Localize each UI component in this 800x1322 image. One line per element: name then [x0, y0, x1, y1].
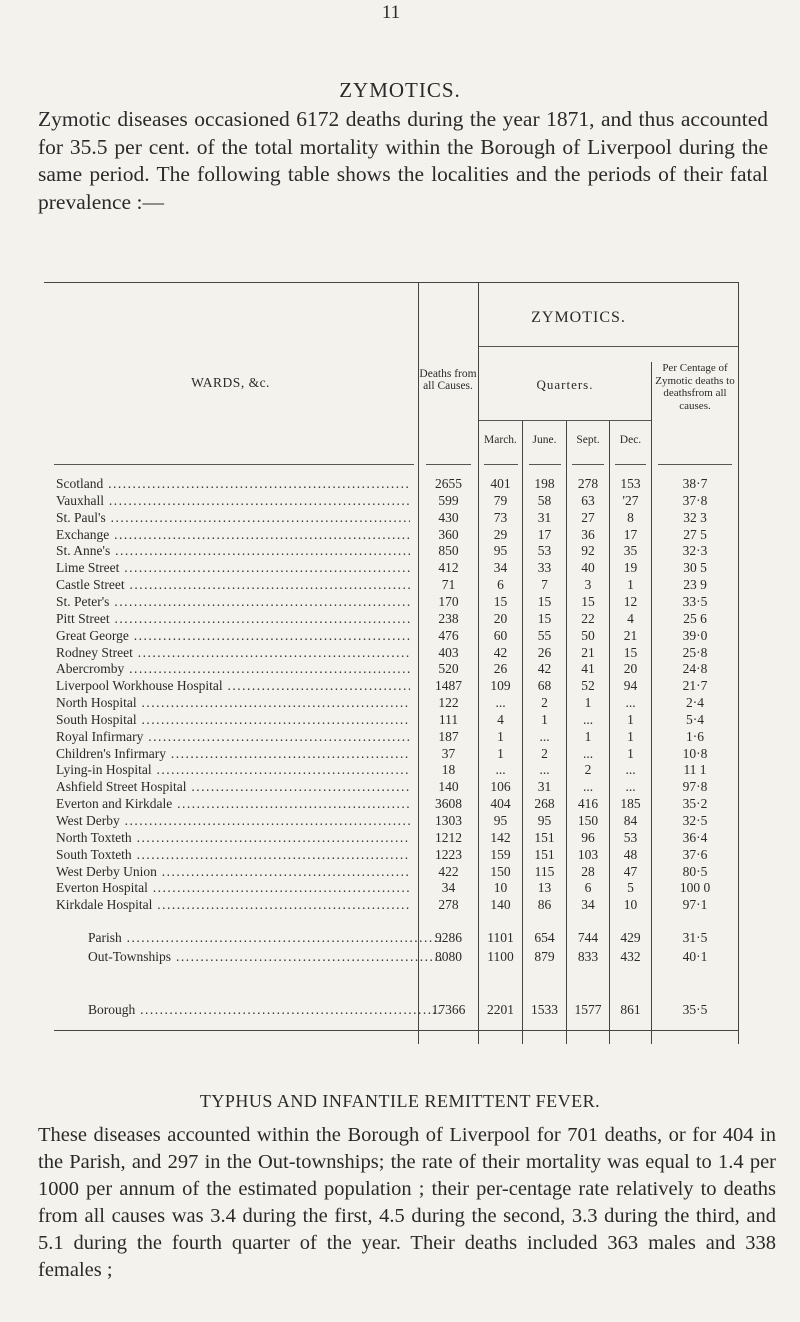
sept-cell: 27	[581, 509, 595, 525]
deaths-cell: 8080	[435, 949, 462, 964]
sept-cell: 50	[581, 627, 595, 643]
deaths-cell: 71	[441, 577, 456, 593]
deaths-cell: 2655	[435, 476, 462, 491]
page-title: ZYMOTICS.	[339, 78, 461, 102]
dec-cell: 20	[623, 661, 638, 677]
ward-name: Lime Street .....	[56, 559, 410, 576]
deaths-cell: 403	[438, 644, 459, 660]
percentage-cell: 38·7	[682, 476, 708, 491]
ward-name: West Derby .....	[56, 812, 410, 829]
table-row	[44, 761, 738, 778]
dec-cell: 17	[623, 526, 638, 542]
june-cell: 31	[537, 779, 552, 795]
sept-cell: 150	[577, 813, 599, 828]
june-cell: 17	[537, 526, 552, 542]
sept-cell: 416	[577, 796, 599, 812]
dec-cell: 1	[627, 728, 634, 744]
dec-cell: 153	[620, 476, 641, 491]
june-cell: 268	[534, 796, 555, 812]
march-cell: 15	[493, 593, 508, 609]
march-cell: 6	[497, 577, 504, 593]
march-cell: 73	[493, 509, 508, 525]
ward-name: Out-Townships .....	[88, 948, 442, 965]
table-row	[44, 778, 738, 795]
header-sept: Sept.	[576, 434, 600, 446]
sept-cell: 40	[581, 560, 595, 576]
ward-name: Lying-in Hospital .....	[56, 761, 410, 778]
june-cell: 68	[537, 678, 552, 694]
header-june: June.	[532, 434, 557, 446]
june-cell: 42	[537, 661, 552, 677]
sept-cell: 63	[581, 492, 595, 508]
deaths-cell: 187	[438, 728, 459, 744]
march-cell: ...	[495, 762, 506, 778]
table-row	[44, 745, 738, 762]
dec-cell: 94	[623, 678, 638, 694]
june-cell: 1533	[531, 1002, 558, 1017]
sept-cell: 52	[581, 678, 595, 694]
ward-name: St. Peter's .....	[56, 593, 410, 610]
percentage-cell: 36·4	[682, 829, 708, 845]
table-row	[44, 711, 738, 728]
deaths-cell: 1303	[435, 813, 462, 828]
header-deaths: Deaths from all Causes.	[419, 368, 477, 392]
ward-name: Rodney Street .....	[56, 644, 410, 661]
total-row	[44, 929, 738, 946]
ward-name: Parish .....	[88, 929, 442, 946]
deaths-cell: 422	[438, 863, 459, 879]
dec-cell: 21	[623, 627, 638, 643]
june-cell: 151	[534, 846, 555, 862]
table-divider	[738, 282, 739, 1044]
percentage-cell: 37·8	[682, 492, 708, 508]
percentage-cell: 40·1	[682, 949, 708, 964]
table-row	[44, 694, 738, 711]
sept-cell: 92	[581, 543, 595, 559]
dec-cell: 1	[627, 711, 634, 727]
ward-name: South Toxteth .....	[56, 846, 410, 863]
intro-text: Zymotic diseases occasioned 6172 deaths during the year 1871, and thus accounted for 35.5 per cent. of the total mortality within the Borough of Liverpool during the same period. The following table shows the localities and the periods of their fatal prevalence :—	[38, 107, 768, 214]
table-rule	[54, 464, 414, 465]
june-cell: 55	[537, 627, 552, 643]
percentage-cell: 35·5	[682, 1002, 708, 1017]
dec-cell: 429	[620, 930, 641, 945]
table-row	[44, 610, 738, 627]
march-cell: 1	[497, 728, 504, 744]
ward-name: Children's Infirmary .....	[56, 745, 410, 762]
table-rule	[479, 420, 651, 421]
sept-cell: 278	[577, 476, 599, 491]
table-rule	[484, 464, 518, 465]
intro-paragraph	[38, 106, 768, 216]
march-cell: 401	[490, 476, 511, 491]
ward-name: Everton Hospital .....	[56, 879, 410, 896]
sept-cell: 744	[577, 930, 599, 945]
march-cell: 150	[490, 863, 511, 879]
percentage-cell: 2·4	[686, 695, 704, 711]
june-cell: 151	[534, 829, 555, 845]
june-cell: 115	[534, 863, 555, 879]
june-cell: 58	[537, 492, 552, 508]
march-cell: 42	[493, 644, 508, 660]
june-cell: 31	[537, 509, 552, 525]
march-cell: 10	[493, 880, 508, 896]
ward-name: West Derby Union .....	[56, 863, 410, 880]
ward-name: St. Anne's .....	[56, 542, 410, 559]
dec-cell: 1	[627, 745, 634, 761]
percentage-cell: 33·5	[682, 593, 708, 609]
dec-cell: 4	[627, 610, 634, 626]
june-cell: 86	[537, 897, 552, 913]
march-cell: 4	[497, 711, 504, 727]
ward-name: Great George .....	[56, 627, 410, 644]
table-row	[44, 829, 738, 846]
june-cell: 95	[537, 813, 552, 828]
table-row	[44, 475, 738, 492]
percentage-cell: 25 6	[683, 610, 707, 626]
dec-cell: 84	[623, 813, 638, 828]
ward-name: North Hospital .....	[56, 694, 410, 711]
dec-cell: 48	[623, 846, 638, 862]
march-cell: 1	[497, 745, 504, 761]
percentage-cell: 24·8	[682, 661, 708, 677]
june-cell: 33	[537, 560, 552, 576]
percentage-cell: 25·8	[682, 644, 708, 660]
percentage-cell: 1·6	[686, 728, 704, 744]
table-rule	[615, 464, 646, 465]
total-row	[44, 948, 738, 965]
table-row	[44, 896, 738, 913]
percentage-cell: 32 3	[683, 509, 707, 525]
sept-cell: 6	[584, 880, 592, 896]
section-heading: TYPHUS AND INFANTILE REMITTENT FEVER.	[199, 1091, 601, 1111]
header-dec: Dec.	[619, 434, 642, 446]
ward-name: South Hospital .....	[56, 711, 410, 728]
deaths-cell: 3608	[435, 796, 462, 812]
dec-cell: 432	[620, 949, 641, 964]
june-cell: 53	[537, 543, 552, 559]
sept-cell: 34	[581, 897, 595, 913]
table-rule	[658, 464, 732, 465]
sept-cell: 1577	[574, 1002, 602, 1017]
sept-cell: 41	[581, 661, 595, 677]
percentage-cell: 97·8	[682, 779, 708, 795]
ward-name: Ashfield Street Hospital .....	[56, 778, 410, 795]
ward-name: Scotland .....	[56, 475, 410, 492]
ward-name: North Toxteth .....	[56, 829, 410, 846]
table-bottom-rule	[54, 1030, 738, 1031]
sept-cell: ...	[582, 779, 594, 795]
ward-name: Liverpool Workhouse Hospital .....	[56, 677, 410, 694]
table-row	[44, 576, 738, 593]
sept-cell: 15	[581, 593, 595, 609]
march-cell: 79	[493, 492, 508, 508]
june-cell: 2	[541, 745, 548, 761]
ward-name: Exchange .....	[56, 526, 410, 543]
table-row	[44, 627, 738, 644]
dec-cell: 53	[623, 829, 638, 845]
deaths-cell: 18	[441, 762, 456, 778]
ward-name: Pitt Street .....	[56, 610, 410, 627]
deaths-cell: 1487	[435, 678, 462, 694]
deaths-cell: 360	[438, 526, 459, 542]
june-cell: 26	[537, 644, 552, 660]
dec-cell: 15	[623, 644, 638, 660]
table-rule	[479, 346, 738, 347]
sept-cell: ...	[582, 745, 594, 761]
table-row	[44, 660, 738, 677]
percentage-cell: 5·4	[686, 711, 704, 727]
march-cell: 109	[490, 678, 511, 694]
march-cell: 404	[490, 796, 511, 812]
dec-cell: 8	[627, 509, 634, 525]
sept-cell: 21	[581, 644, 595, 660]
march-cell: 20	[493, 610, 508, 626]
sept-cell: 3	[584, 577, 592, 593]
table-row	[44, 677, 738, 694]
june-cell: 15	[537, 610, 552, 626]
table-row	[44, 812, 738, 829]
table-row	[44, 492, 738, 509]
sept-cell: 833	[577, 949, 599, 964]
table-row	[44, 795, 738, 812]
deaths-cell: 34	[441, 880, 456, 896]
deaths-cell: 122	[438, 695, 459, 711]
percentage-cell: 32·5	[682, 813, 708, 828]
march-cell: 2201	[487, 1002, 514, 1017]
march-cell: 60	[493, 627, 508, 643]
june-cell: 654	[534, 930, 555, 945]
sept-cell: 1	[584, 695, 592, 711]
table-row	[44, 526, 738, 543]
page-number: 11	[381, 2, 401, 23]
march-cell: 1101	[487, 930, 514, 945]
deaths-cell: 520	[438, 661, 459, 677]
dec-cell: 19	[623, 560, 638, 576]
ward-name: Royal Infirmary .....	[56, 728, 410, 745]
dec-cell: 861	[620, 1002, 641, 1017]
ward-name: Castle Street .....	[56, 576, 410, 593]
percentage-cell: 10·8	[682, 745, 708, 761]
march-cell: 29	[493, 526, 508, 542]
june-cell: 13	[537, 880, 552, 896]
percentage-cell: 35·2	[682, 796, 708, 812]
table-rule	[572, 464, 604, 465]
table-row	[44, 846, 738, 863]
march-cell: 159	[490, 846, 511, 862]
ward-name: Vauxhall .....	[56, 492, 410, 509]
sept-cell: 1	[584, 728, 592, 744]
table-row	[44, 559, 738, 576]
march-cell: 95	[493, 543, 508, 559]
dec-cell: 35	[623, 543, 638, 559]
percentage-cell: 23 9	[683, 577, 707, 593]
march-cell: 34	[493, 560, 508, 576]
header-march: March.	[484, 434, 517, 446]
june-cell: 1	[541, 711, 548, 727]
sept-cell: 96	[581, 829, 595, 845]
june-cell: 879	[534, 949, 555, 964]
table-rule	[426, 464, 471, 465]
march-cell: 140	[490, 897, 511, 913]
table-row	[44, 644, 738, 661]
percentage-cell: 32·3	[682, 543, 708, 559]
march-cell: ...	[495, 695, 506, 711]
sept-cell: 2	[584, 762, 592, 778]
table-row	[44, 863, 738, 880]
sept-cell: 36	[581, 526, 595, 542]
deaths-cell: 278	[438, 897, 459, 913]
dec-cell: 5	[627, 880, 634, 896]
percentage-cell: 31·5	[682, 930, 708, 945]
march-cell: 1100	[487, 949, 514, 964]
percentage-cell: 11 1	[683, 762, 707, 778]
deaths-cell: 140	[438, 779, 459, 795]
dec-cell: 185	[620, 796, 641, 812]
percentage-cell: 37·6	[682, 846, 708, 862]
percentage-cell: 27 5	[683, 526, 707, 542]
fever-text: These diseases accounted within the Borough of Liverpool for 701 deaths, or for 404 in the Parish, and 297 in the Out-townships; the rate of their mortality was equal to 1.4 per 1000 per annum of the estimated population ; their per-centage rate relatively to deaths from all causes was 3.4 during the first, 4.5 during the second, 3.3 during the third, and 5.1 during the fourth quarter of the year. Their deaths included 363 males and 338 females ;	[38, 1124, 776, 1281]
table-top-rule	[44, 282, 738, 283]
deaths-cell: 1212	[435, 829, 462, 845]
percentage-cell: 97·1	[682, 897, 708, 913]
deaths-cell: 599	[438, 492, 459, 508]
table-row	[44, 728, 738, 745]
percentage-cell: 100 0	[679, 880, 711, 896]
table-row	[44, 593, 738, 610]
deaths-cell: 170	[438, 593, 459, 609]
march-cell: 106	[490, 779, 511, 795]
sept-cell: 28	[581, 863, 595, 879]
ward-name: Everton and Kirkdale .....	[56, 795, 410, 812]
june-cell: ...	[539, 762, 550, 778]
header-zymotics: ZYMOTICS.	[531, 309, 626, 326]
dec-cell: ...	[625, 695, 636, 711]
deaths-cell: 37	[441, 745, 456, 761]
march-cell: 26	[493, 661, 508, 677]
deaths-cell: 850	[438, 543, 459, 559]
march-cell: 142	[490, 829, 511, 845]
percentage-cell: 80·5	[682, 863, 708, 879]
table-row	[44, 509, 738, 526]
ward-name: Borough .....	[88, 1001, 442, 1018]
header-percentage: Per Centage of Zymotic deaths to deathsfrom all causes.	[655, 362, 735, 412]
table-row	[44, 879, 738, 896]
dec-cell: 1	[627, 577, 634, 593]
percentage-cell: 30 5	[683, 560, 707, 576]
dec-cell: ...	[625, 762, 636, 778]
fever-paragraph	[38, 1122, 776, 1284]
dec-cell: 10	[623, 897, 638, 913]
june-cell: 2	[541, 695, 548, 711]
header-wards: WARDS, &c.	[191, 375, 270, 390]
dec-cell: 47	[623, 863, 638, 879]
sept-cell: 22	[581, 610, 595, 626]
table-rule	[529, 464, 561, 465]
deaths-cell: 476	[438, 627, 459, 643]
header-quarters: Quarters.	[536, 377, 594, 392]
ward-name: Kirkdale Hospital .....	[56, 896, 410, 913]
deaths-cell: 430	[438, 509, 459, 525]
deaths-cell: 17366	[431, 1002, 466, 1017]
dec-cell: 12	[623, 593, 638, 609]
june-cell: 15	[537, 593, 552, 609]
june-cell: 198	[534, 476, 555, 491]
grand-total-row	[44, 1001, 738, 1018]
june-cell: 7	[541, 577, 548, 593]
deaths-cell: 9286	[435, 930, 462, 945]
percentage-cell: 39·0	[682, 627, 708, 643]
deaths-cell: 412	[438, 560, 459, 576]
deaths-cell: 238	[438, 610, 459, 626]
june-cell: ...	[539, 728, 550, 744]
dec-cell: ...	[625, 779, 636, 795]
zymotics-table	[44, 282, 738, 1044]
sept-cell: 103	[577, 846, 599, 862]
ward-name: Abercromby .....	[56, 660, 410, 677]
table-row	[44, 542, 738, 559]
ward-name: St. Paul's .....	[56, 509, 410, 526]
sept-cell: ...	[582, 711, 594, 727]
dec-cell: '27	[622, 492, 639, 508]
march-cell: 95	[493, 813, 508, 828]
percentage-cell: 21·7	[682, 678, 708, 694]
deaths-cell: 1223	[435, 846, 462, 862]
deaths-cell: 111	[438, 711, 459, 727]
